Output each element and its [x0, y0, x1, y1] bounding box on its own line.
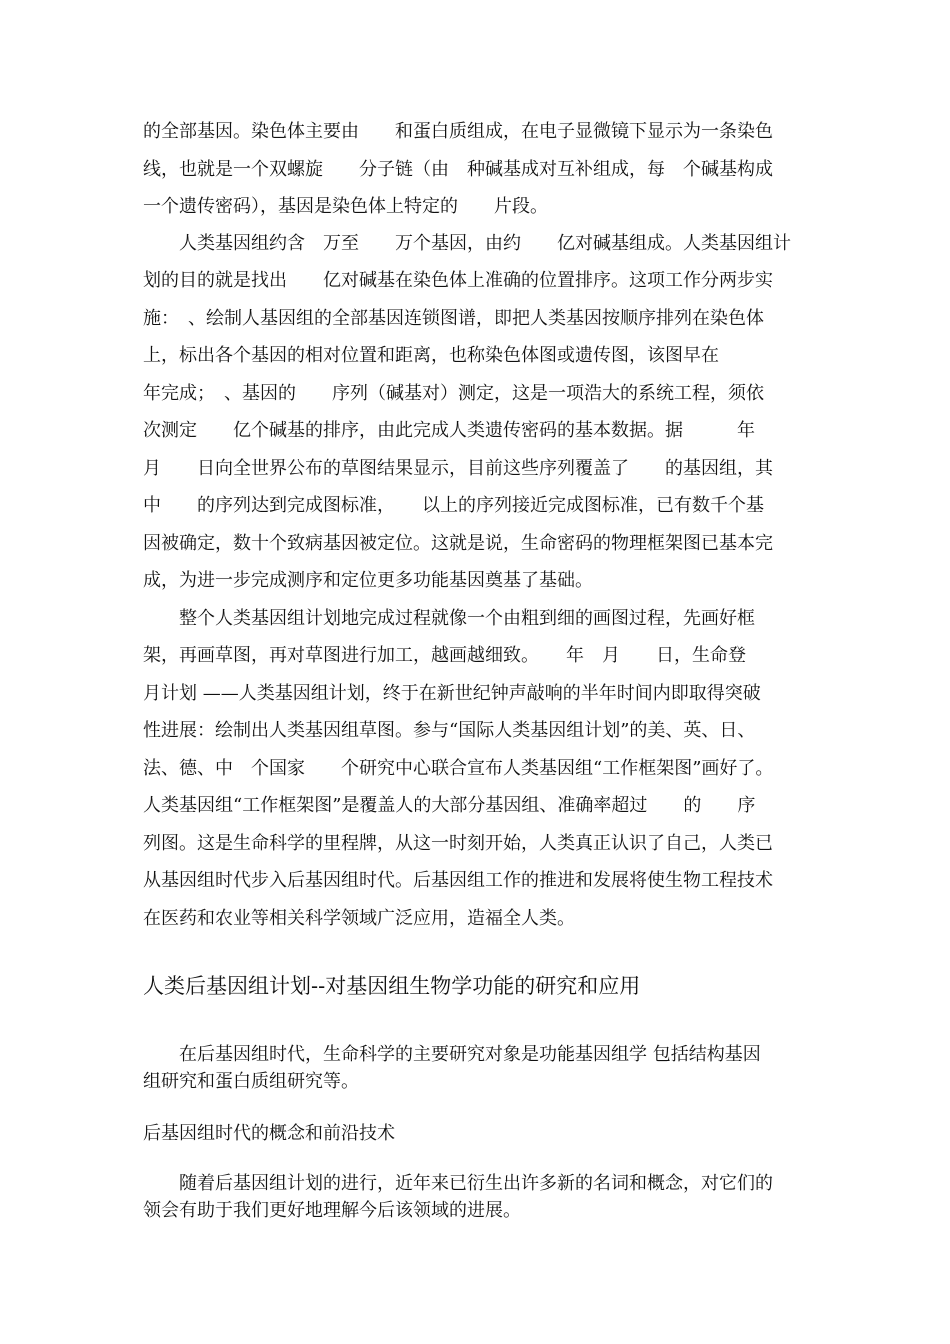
paragraph-3-line-9: 在医药和农业等相关科学领域广泛应用，造福全人类。: [143, 908, 575, 929]
paragraph-2-line-7: 月 日向全世界公布的草图结果显示，目前这些序列覆盖了 的基因组，其: [143, 458, 773, 479]
section-heading: 人类后基因组计划--对基因组生物学功能的研究和应用: [143, 974, 641, 998]
paragraph-1-line-3: 一个遗传密码），基因是染色体上特定的 片段。: [143, 196, 548, 217]
paragraph-3-line-4: 性进展：绘制出人类基因组草图。参与“国际人类基因组计划”的美、英、日、: [143, 720, 756, 741]
paragraph-3-line-2: 架，再画草图，再对草图进行加工，越画越细致。 年 月 日，生命登: [143, 645, 746, 666]
paragraph-4-line-2: 组研究和蛋白质组研究等。: [143, 1071, 359, 1092]
paragraph-3-line-3: 月计划 ——人类基因组计划，终于在新世纪钟声敲响的半年时间内即取得突破: [143, 683, 761, 704]
paragraph-1-line-1: 的全部基因。染色体主要由 和蛋白质组成，在电子显微镜下显示为一条染色: [143, 121, 773, 142]
paragraph-3-line-6: 人类基因组“工作框架图”是覆盖人的大部分基因组、准确率超过 的 序: [143, 795, 756, 816]
paragraph-2-line-6: 次测定 亿个碱基的排序，由此完成人类遗传密码的基本数据。据 年: [143, 420, 755, 441]
paragraph-3-line-7: 列图。这是生命科学的里程牌，从这一时刻开始，人类真正认识了自己，人类已: [143, 833, 773, 854]
subsection-heading: 后基因组时代的概念和前沿技术: [143, 1123, 395, 1144]
paragraph-5-line-1: 随着后基因组计划的进行，近年来已衍生出许多新的名词和概念，对它们的: [143, 1173, 773, 1194]
paragraph-2-line-4: 上，标出各个基因的相对位置和距离，也称染色体图或遗传图，该图早在: [143, 345, 719, 366]
paragraph-2-line-2: 划的目的就是找出 亿对碱基在染色体上准确的位置排序。这项工作分两步实: [143, 270, 773, 291]
paragraph-2-line-10: 成，为进一步完成测序和定位更多功能基因奠基了基础。: [143, 570, 593, 591]
paragraph-2-line-9: 因被确定，数十个致病基因被定位。这就是说，生命密码的物理框架图已基本完: [143, 533, 773, 554]
paragraph-2-line-5: 年完成； 、基因的 序列（碱基对）测定，这是一项浩大的系统工程，须依: [143, 383, 764, 404]
paragraph-1-line-2: 线，也就是一个双螺旋 分子链（由 种碱基成对互补组成，每 个碱基构成: [143, 159, 773, 180]
paragraph-5-line-2: 领会有助于我们更好地理解今后该领域的进展。: [143, 1200, 521, 1221]
paragraph-4-line-1: 在后基因组时代，生命科学的主要研究对象是功能基因组学 包括结构基因: [143, 1044, 761, 1065]
paragraph-2-line-8: 中 的序列达到完成图标准， 以上的序列接近完成图标准，已有数千个基: [143, 495, 764, 516]
paragraph-3-line-8: 从基因组时代步入后基因组时代。后基因组工作的推进和发展将使生物工程技术: [143, 870, 773, 891]
paragraph-2-line-1: 人类基因组约含 万至 万个基因，由约 亿对碱基组成。人类基因组计: [143, 233, 791, 254]
paragraph-3-line-1: 整个人类基因组计划地完成过程就像一个由粗到细的画图过程，先画好框: [143, 608, 755, 629]
paragraph-3-line-5: 法、德、中 个国家 个研究中心联合宣布人类基因组“工作框架图”画好了。: [143, 758, 774, 779]
paragraph-2-line-3: 施： 、绘制人基因组的全部基因连锁图谱，即把人类基因按顺序排列在染色体: [143, 308, 764, 329]
